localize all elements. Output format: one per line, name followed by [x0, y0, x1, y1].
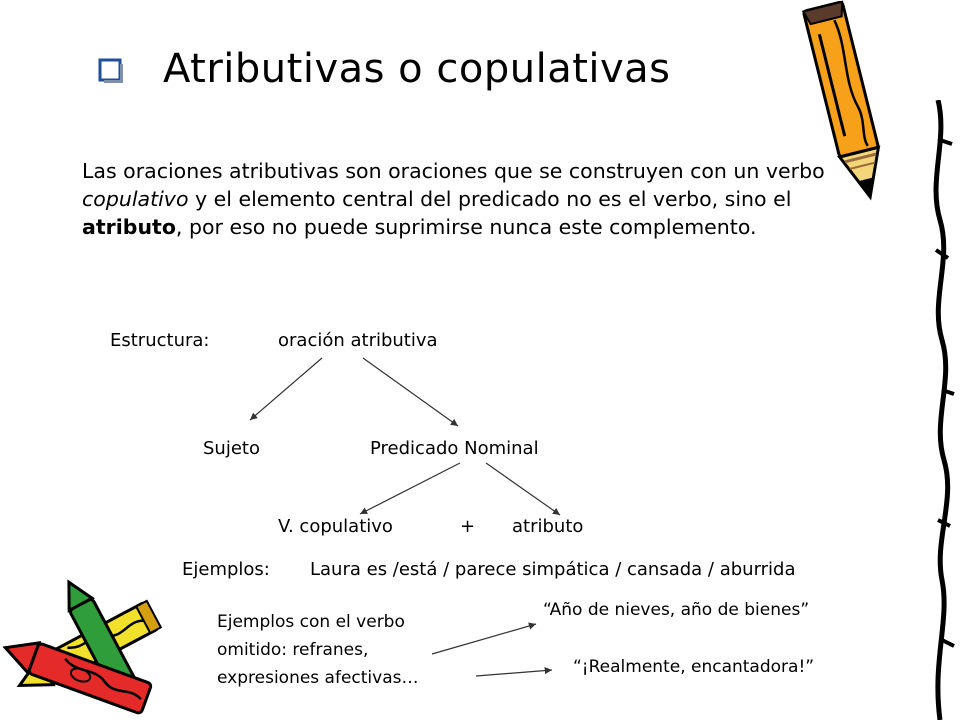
omitted-line-3: expresiones afectivas… — [217, 668, 419, 688]
tree-arrow-to-predicate — [363, 358, 458, 426]
intro-italic-term: copulativo — [82, 187, 189, 211]
omitted-line-1: Ejemplos con el verbo — [217, 612, 405, 632]
arrow-to-example-1 — [432, 624, 536, 654]
pencil-icon — [800, 0, 890, 210]
tree-arrow-to-attribute — [486, 463, 560, 515]
intro-text-3: , por eso no puede suprimirse nunca este complemento. — [175, 215, 757, 239]
tree-arrow-to-verb — [360, 463, 460, 514]
omitted-line-2: omitido: refranes, — [217, 640, 369, 660]
tree-subject-node: Sujeto — [203, 438, 260, 459]
intro-bold-term: atributo — [82, 215, 176, 239]
intro-text-2: y el elemento central del predicado no es el verbo, sino el — [188, 187, 792, 211]
slide-title: Atributivas o copulativas — [163, 46, 671, 92]
arrow-to-example-2 — [476, 670, 552, 676]
examples-text: Laura es /está / parece simpática / cansada / aburrida — [310, 559, 796, 580]
intro-text-1: Las oraciones atributivas son oraciones que se construyen con un verbo — [82, 159, 825, 183]
tree-plus-sign: + — [460, 516, 476, 537]
omitted-example-1: “Año de nieves, año de bienes” — [543, 600, 810, 620]
tree-attribute-node: atributo — [512, 516, 584, 537]
tree-arrow-to-subject — [250, 358, 322, 420]
structure-label: Estructura: — [110, 330, 210, 351]
tree-predicate-node: Predicado Nominal — [370, 438, 539, 459]
examples-label: Ejemplos: — [182, 559, 270, 580]
crayons-icon — [0, 570, 200, 720]
vertical-wavy-line — [918, 100, 958, 720]
tree-root-node: oración atributiva — [278, 330, 438, 351]
omitted-example-2: “¡Realmente, encantadora!” — [573, 657, 815, 677]
tree-verb-node: V. copulativo — [278, 516, 393, 537]
